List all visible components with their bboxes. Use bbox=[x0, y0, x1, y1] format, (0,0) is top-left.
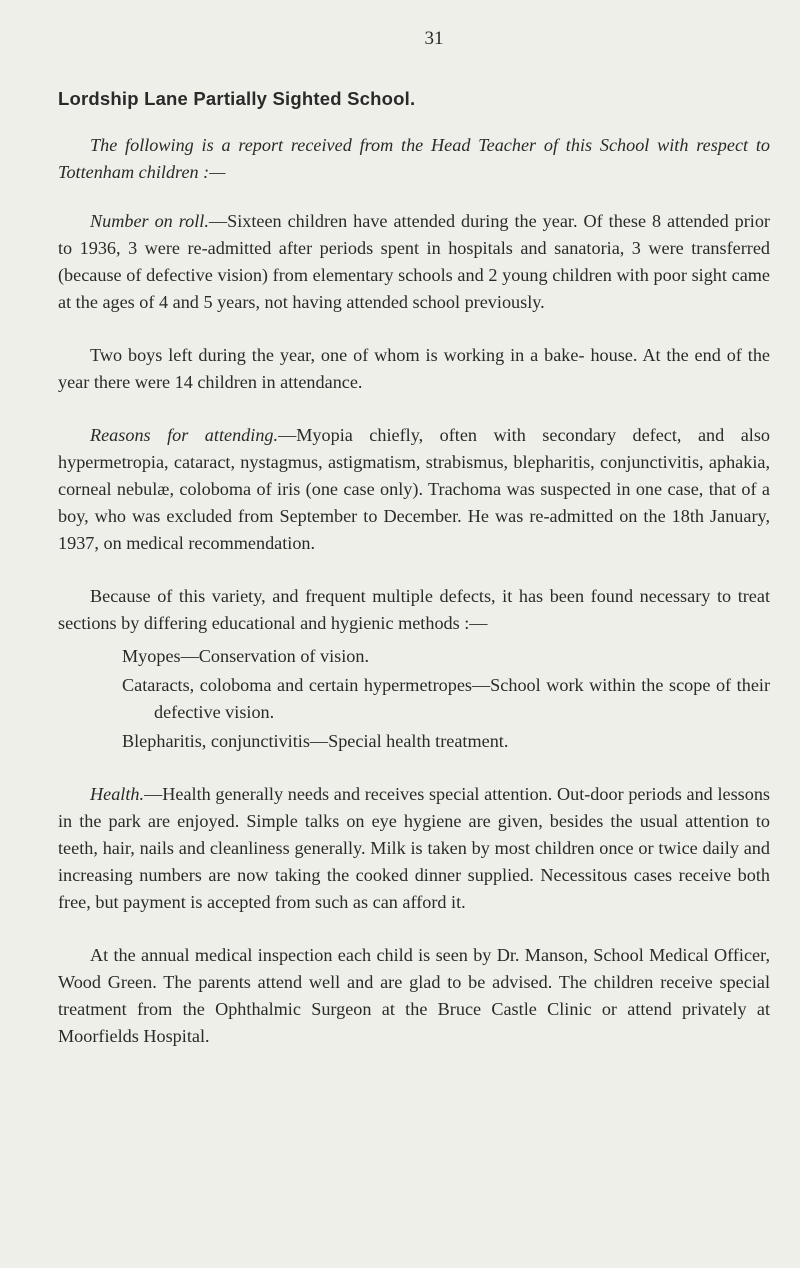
reasons-text: —Myopia chiefly, often with secondary defect, and also hypermetropia, cataract, nystagmus, astigmatism, strabismus, blepharitis, conjunctivitis, aphakia, corneal nebulæ, coloboma of iris (one case only). Trachoma was suspected in one case, that of a boy, who was excluded from September to December. He was re-admitted on the 18th January, 1937, on medical recommendation. bbox=[58, 425, 770, 553]
methods-list bbox=[58, 643, 770, 755]
health-text: —Health generally needs and receives special attention. Out-door periods and lessons in the park are enjoyed. Simple talks on eye hygiene are given, besides the usual attention to teeth, hair, nails and cleanliness generally. Milk is taken by most children once or twice daily and increasing numbers are now taking the cooked dinner supplied. Necessitous cases receive both free, but payment is accepted from such as can afford it. bbox=[58, 784, 770, 912]
health-paragraph bbox=[58, 781, 770, 916]
boys-left-paragraph: Two boys left during the year, one of whom is working in a bake- house. At the end of the year there were 14 children in attendance. bbox=[58, 345, 770, 392]
intro-paragraph: The following is a report received from the Head Teacher of this School with respect to Tottenham children :— bbox=[58, 135, 770, 182]
method-item: Cataracts, coloboma and certain hypermetropes—School work within the scope of their defective vision. bbox=[122, 675, 770, 722]
variety-paragraph: Because of this variety, and frequent multiple defects, it has been found necessary to treat sections by differing educational and hygienic methods :— bbox=[58, 586, 770, 633]
method-item: Blepharitis, conjunctivitis—Special health treatment. bbox=[122, 731, 509, 751]
section-heading: Lordship Lane Partially Sighted School. bbox=[58, 88, 416, 109]
number-on-roll-paragraph bbox=[58, 208, 770, 316]
number-on-roll-lead: Number on roll. bbox=[90, 211, 209, 231]
method-item: Myopes—Conservation of vision. bbox=[122, 646, 370, 666]
page-number: 31 bbox=[424, 28, 444, 49]
number-on-roll-text: —Sixteen children have attended during the year. Of these 8 attended prior to 1936, 3 were re-admitted after periods spent in hospitals and sanatoria, 3 were transferred (because of defective vision) from elementary schools and 2 young children with poor sight came at the ages of 4 and 5 years, not having attended school previously. bbox=[58, 211, 770, 312]
reasons-paragraph bbox=[58, 422, 770, 557]
inspection-paragraph: At the annual medical inspection each child is seen by Dr. Manson, School Medical Officer, Wood Green. The parents attend well and are glad to be advised. The children receive special treatment from the Ophthalmic Surgeon at the Bruce Castle Clinic or attend privately at Moorfields Hospital. bbox=[58, 945, 770, 1046]
health-lead: Health. bbox=[90, 784, 145, 804]
document-page bbox=[58, 28, 770, 1050]
reasons-lead: Reasons for attending. bbox=[90, 425, 279, 445]
